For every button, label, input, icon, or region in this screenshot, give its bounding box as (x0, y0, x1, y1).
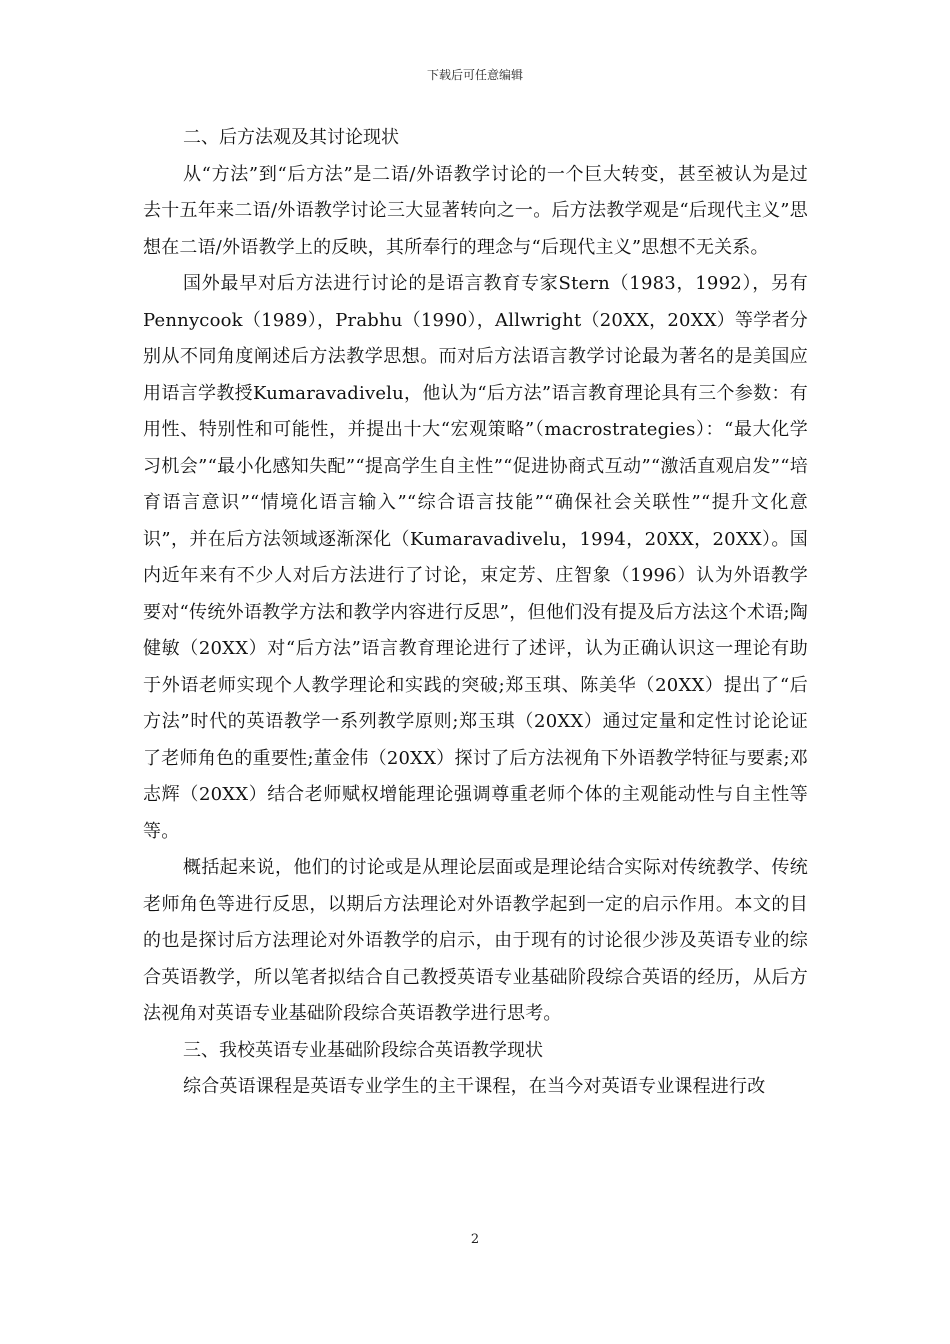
page-header: 下载后可任意编辑 (426, 68, 523, 82)
page-number: 2 (470, 1232, 480, 1247)
paragraph-course-status: 综合英语课程是英语专业学生的主干课程，在当今对英语专业课程进行改 (183, 1076, 766, 1097)
section-heading-3: 三、我校英语专业基础阶段综合英语教学现状 (183, 1039, 543, 1061)
paragraph-summary: 概括起来说，他们的讨论或是从理论层面或是理论结合实际对传统教学、传统老师角色等进行反思，以期后方法理论对外语教学起到一定的启示作用。本文的目的也是探讨后方法理论对外语教学的启示，由于现有的讨论很少涉及英语专业的综合英语教学，所以笔者拟结合自己教授英语专业基础阶段综合英语的经历，从后方法视角对英语专业基础阶段综合英语教学进行思考。 (143, 857, 808, 1024)
section-heading-2: 二、后方法观及其讨论现状 (183, 127, 399, 148)
document-body (143, 120, 808, 1106)
paragraph-method-shift: 从“方法”到“后方法”是二语/外语教学讨论的一个巨大转变，甚至被认为是过去十五年来二语/外语教学讨论三大显著转向之一。后方法教学观是“后现代主义”思想在二语/外语教学上的反映，其所奉行的理念与“后现代主义”思想不无关系。 (143, 163, 808, 258)
paragraph-literature-review: 国外最早对后方法进行讨论的是语言教育专家Stern（1983，1992），另有Pennycook（1989），Prabhu（1990），Allwright（20XX，20XX）等学者分别从不同角度阐述后方法教学思想。而对后方法语言教学讨论最为著名的是美国应用语言学教授Kumaravadivelu，他认为“后方法”语言教育理论具有三个参数：有用性、特别性和可能性，并提出十大“宏观策略”（macrostrategies）：“最大化学习机会”“最小化感知失配”“提高学生自主性”“促进协商式互动”“激活直观启发”“培育语言意识”“情境化语言输入”“综合语言技能”“确保社会关联性”“提升文化意识”，并在后方法领域逐渐深化（Kumaravadivelu，1994，20XX，20XX）。国内近年来有不少人对后方法进行了讨论，束定芳、庄智象（1996）认为外语教学要对“传统外语教学方法和教学内容进行反思”，但他们没有提及后方法这个术语;陶健敏（20XX）对“后方法”语言教育理论进行了述评，认为正确认识这一理论有助于外语老师实现个人教学理论和实践的突破;郑玉琪、陈美华（20XX）提出了“后方法”时代的英语教学一系列教学原则;郑玉琪（20XX）通过定量和定性讨论论证了老师角色的重要性;董金伟（20XX）探讨了后方法视角下外语教学特征与要素;邓志辉（20XX）结合老师赋权增能理论强调尊重老师个体的主观能动性与自主性等等。 (143, 273, 808, 842)
